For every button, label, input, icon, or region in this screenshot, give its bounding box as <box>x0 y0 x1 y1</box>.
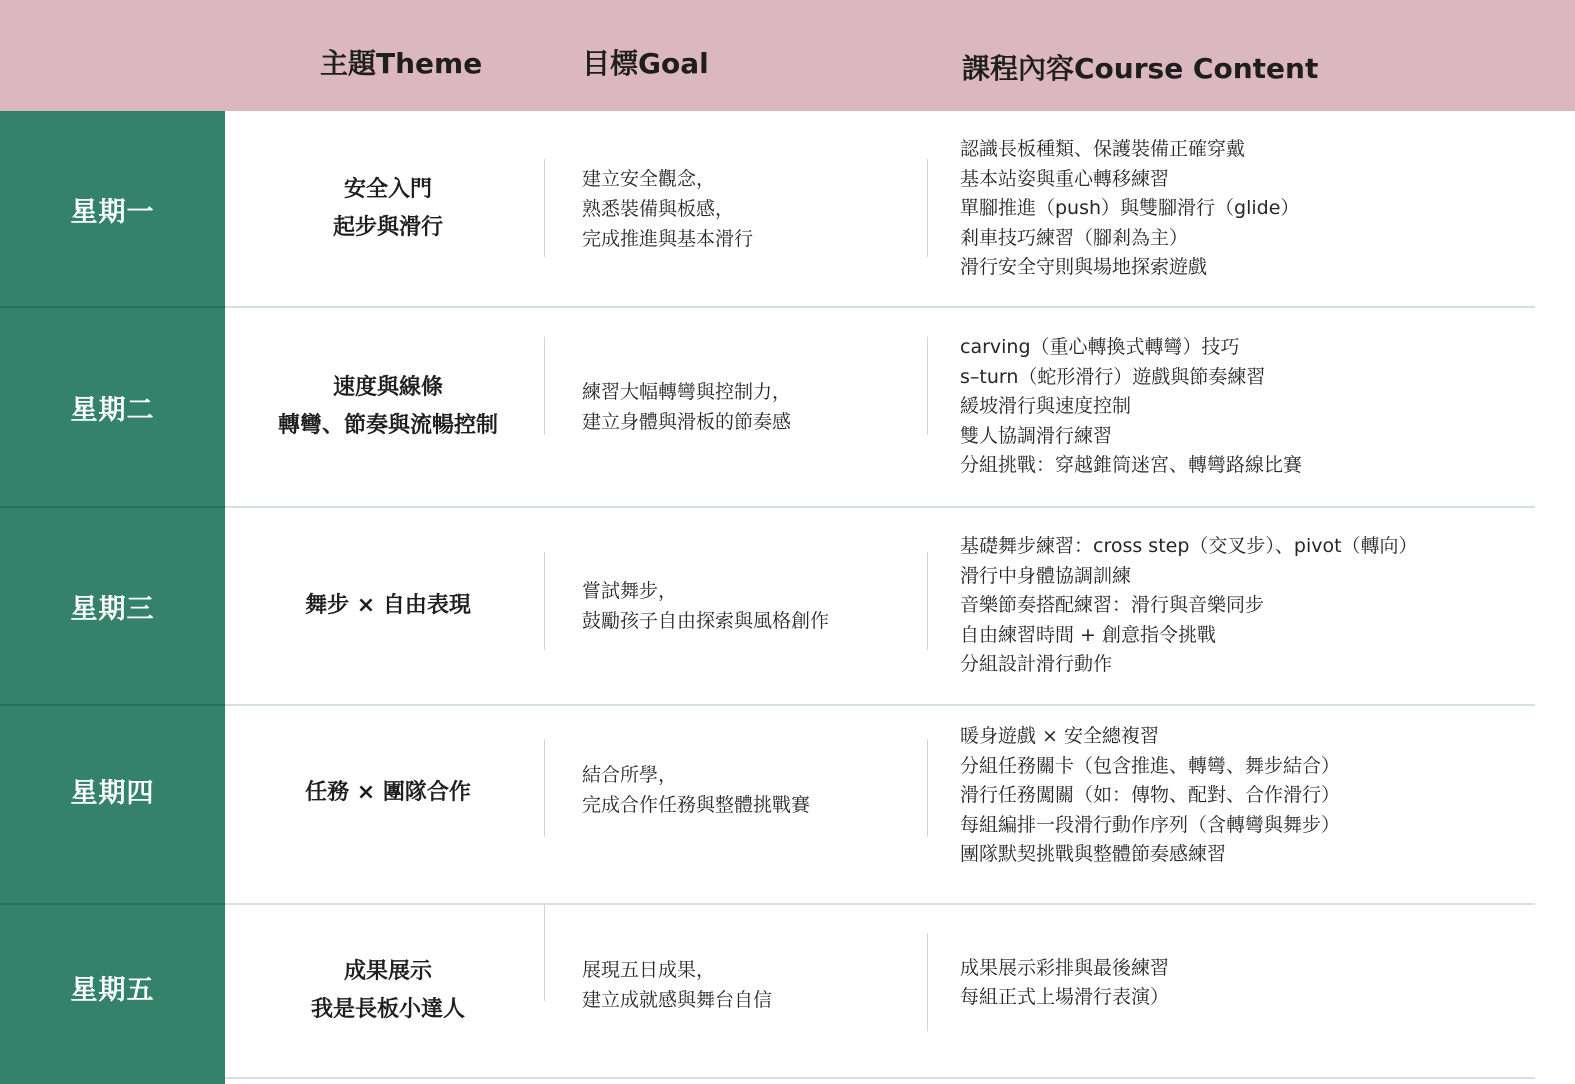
column-divider <box>927 159 928 257</box>
content-line: 剎車技巧練習（腳剎為主） <box>960 226 1189 249</box>
content-line: 滑行中身體協調訓練 <box>960 564 1132 587</box>
goal-line: 建立安全觀念， <box>582 168 716 190</box>
column-divider <box>927 739 928 837</box>
theme-line: 舞步 × 自由表現 <box>305 593 471 618</box>
content-cell <box>960 308 1560 506</box>
goal-line: 練習大幅轉彎與控制力， <box>582 381 792 403</box>
goal-line: 完成合作任務與整體挑戰賽 <box>582 794 811 816</box>
content-line: 單腳推進（push）與雙腳滑行（glide） <box>960 197 1300 220</box>
content-line: 分組任務關卡（包含推進、轉彎、舞步結合） <box>960 754 1341 777</box>
content-line: 認識長板種類、保護裝備正確穿戴 <box>960 138 1246 161</box>
goal-line: 嘗試舞步， <box>582 580 678 602</box>
day-label: 星期三 <box>70 593 155 625</box>
content-line: 滑行安全守則與場地探索遊戲 <box>960 256 1208 279</box>
column-divider <box>544 905 545 1001</box>
table-row <box>0 508 1575 704</box>
theme-cell <box>233 905 543 1077</box>
goal-cell <box>582 508 922 704</box>
day-label: 星期二 <box>70 394 155 426</box>
day-label: 星期四 <box>70 777 155 809</box>
theme-cell <box>233 508 543 704</box>
goal-line: 建立身體與滑板的節奏感 <box>582 411 792 433</box>
theme-cell <box>233 111 543 307</box>
theme-column-header: 主題Theme <box>320 47 483 80</box>
goal-cell <box>582 308 922 506</box>
theme-line: 我是長板小達人 <box>310 997 465 1022</box>
content-line: carving（重心轉換式轉彎）技巧 <box>960 336 1240 359</box>
column-divider <box>927 552 928 650</box>
theme-cell <box>233 706 543 880</box>
table-row <box>0 706 1575 904</box>
column-divider <box>544 159 545 257</box>
day-label: 星期一 <box>70 196 155 228</box>
content-line: s–turn（蛇形滑行）遊戲與節奏練習 <box>960 365 1266 388</box>
column-divider <box>544 337 545 435</box>
row-divider <box>225 1077 1535 1079</box>
goal-cell <box>582 905 922 1065</box>
content-line: 滑行任務闖關（如：傳物、配對、合作滑行） <box>960 784 1341 807</box>
theme-line: 轉彎、節奏與流暢控制 <box>277 413 498 438</box>
table-row <box>0 111 1575 307</box>
content-line: 分組設計滑行動作 <box>960 653 1113 676</box>
column-divider <box>544 552 545 650</box>
theme-cell <box>233 308 543 506</box>
day-label: 星期五 <box>70 974 155 1006</box>
content-line: 自由練習時間 + 創意指令挑戰 <box>960 623 1216 646</box>
table-header <box>0 0 1575 111</box>
theme-line: 任務 × 團隊合作 <box>305 780 471 805</box>
table-row <box>0 308 1575 506</box>
content-line: 團隊默契挑戰與整體節奏感練習 <box>960 843 1227 866</box>
content-line: 基本站姿與重心轉移練習 <box>960 167 1170 190</box>
column-divider <box>927 337 928 435</box>
goal-line: 建立成就感與舞台自信 <box>582 989 773 1011</box>
column-divider <box>927 933 928 1031</box>
goal-line: 完成推進與基本滑行 <box>582 228 754 250</box>
content-line: 緩坡滑行與速度控制 <box>960 395 1132 418</box>
content-line: 成果展示彩排與最後練習 <box>960 956 1170 979</box>
content-line: 基礎舞步練習：cross step（交叉步）、pivot（轉向） <box>960 535 1418 558</box>
column-divider <box>544 739 545 837</box>
content-line: 分組挑戰：穿越錐筒迷宮、轉彎路線比賽 <box>960 454 1303 477</box>
theme-line: 成果展示 <box>343 959 432 984</box>
goal-line: 展現五日成果， <box>582 959 716 981</box>
content-cell <box>960 111 1560 307</box>
theme-line: 起步與滑行 <box>332 215 443 240</box>
content-cell <box>960 508 1560 704</box>
content-line: 每組編排一段滑行動作序列（含轉彎與舞步） <box>960 813 1341 836</box>
content-line: 暖身遊戲 × 安全總複習 <box>960 725 1159 748</box>
content-cell <box>960 706 1560 886</box>
goal-cell <box>582 111 922 307</box>
goal-line: 熟悉裝備與板感， <box>582 198 735 220</box>
table-row <box>0 905 1575 1077</box>
content-cell <box>960 905 1560 1061</box>
theme-line: 速度與線條 <box>332 375 443 400</box>
content-line: 音樂節奏搭配練習：滑行與音樂同步 <box>960 594 1265 617</box>
content-column-header: 課程內容Course Content <box>962 52 1319 85</box>
theme-line: 安全入門 <box>343 177 432 202</box>
goal-column-header: 目標Goal <box>582 47 709 80</box>
goal-line: 結合所學， <box>582 764 678 786</box>
content-line: 雙人協調滑行練習 <box>960 424 1113 447</box>
content-line: 每組正式上場滑行表演） <box>960 986 1170 1008</box>
goal-line: 鼓勵孩子自由探索與風格創作 <box>582 610 830 632</box>
goal-cell <box>582 706 922 874</box>
